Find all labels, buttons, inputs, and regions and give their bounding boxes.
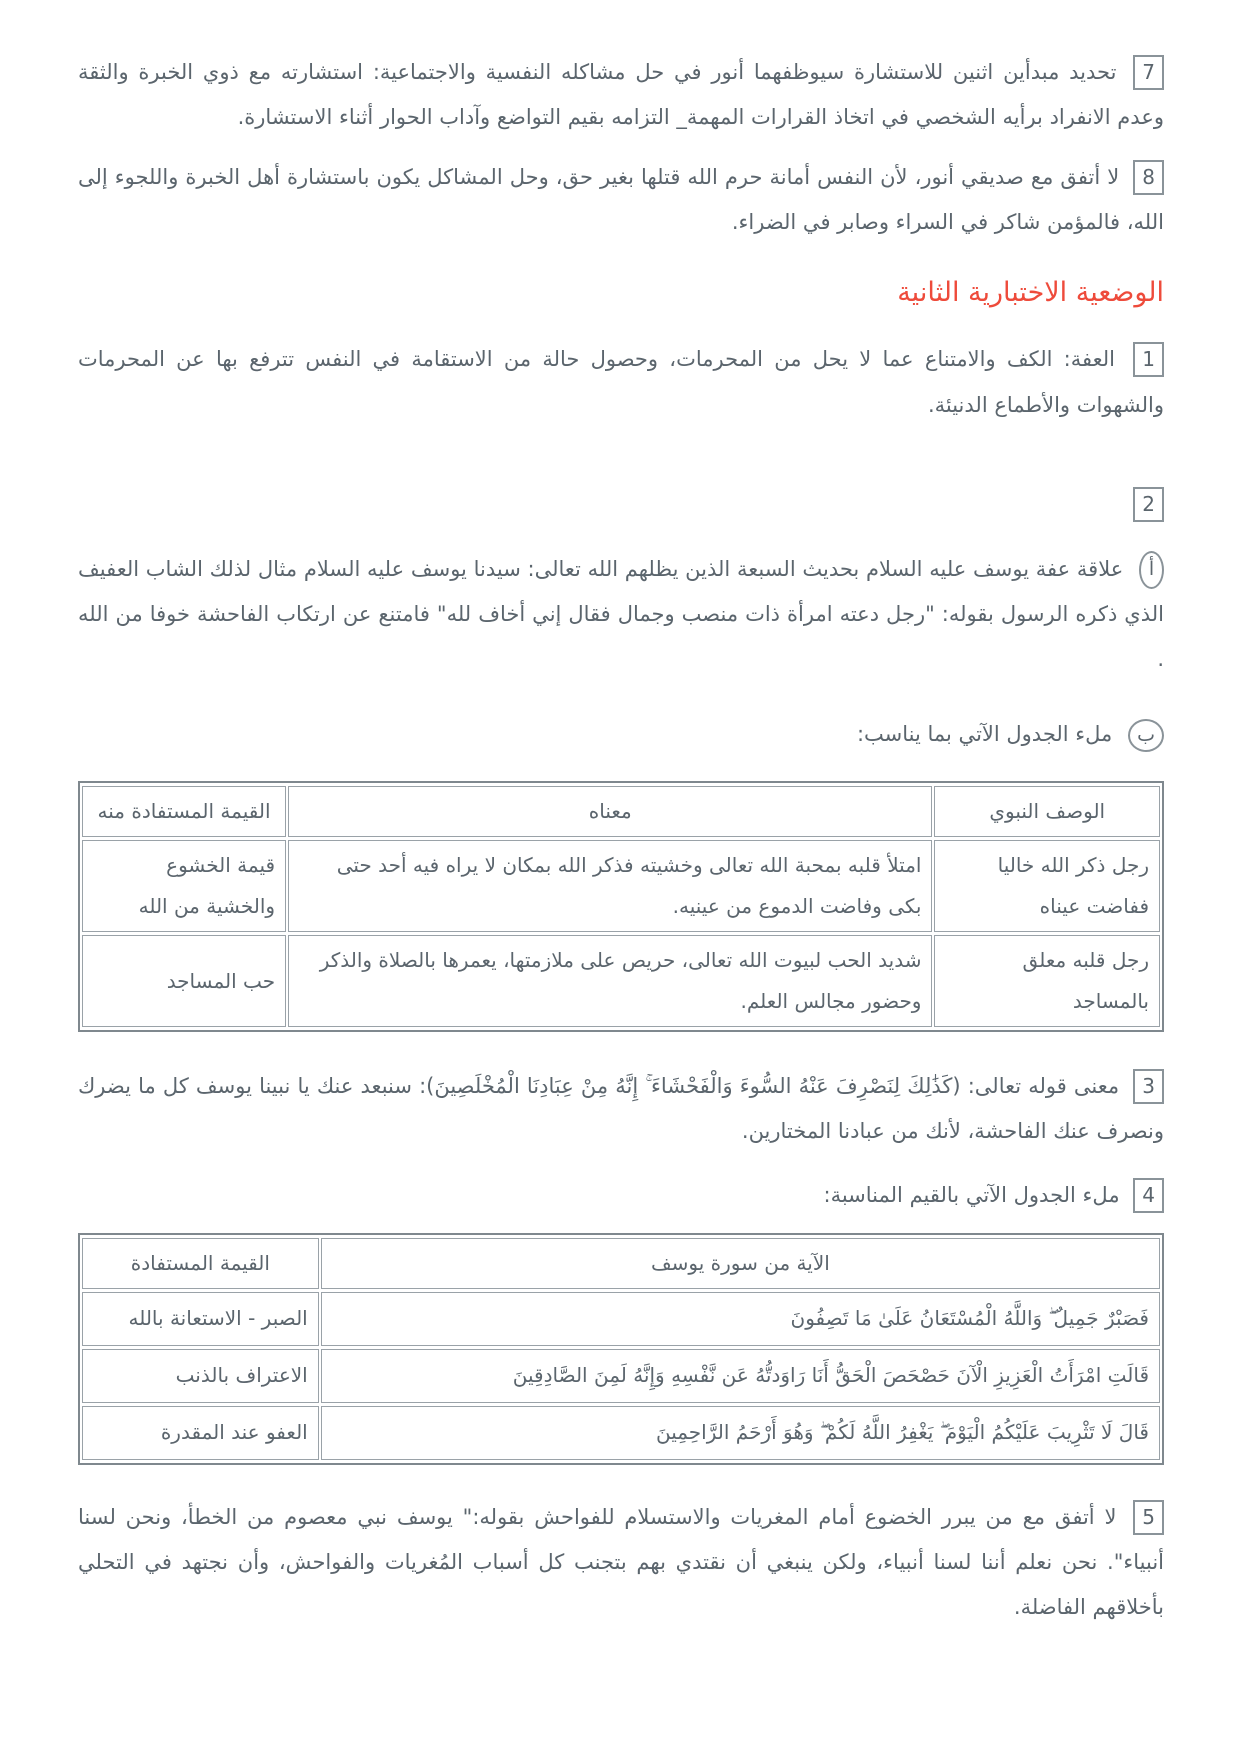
table-row bbox=[82, 935, 1160, 1027]
item-4-marker: 4 bbox=[1133, 1178, 1164, 1213]
table2-r3-verse: قَالَ لَا تَثْرِيبَ عَلَيْكُمُ الْيَوْمَ ۖ يَغْفِرُ اللَّهُ لَكُمْ ۖ وَهُوَ أَرْحَمُ الرَّاحِمِينَ bbox=[321, 1406, 1160, 1460]
paragraph-b-text: ملء الجدول الآتي بما يناسب: bbox=[856, 722, 1113, 747]
table-row bbox=[82, 1349, 1160, 1403]
item-a-marker: أ bbox=[1139, 551, 1164, 589]
paragraph-8-text: لا أتفق مع صديقي أنور، لأن النفس أمانة حرم الله قتلها بغير حق، وحل المشاكل يكون باستشارة أهل الخبرة واللجوء إلى الله، فالمؤمن شاكر في السراء وصابر في الضراء. bbox=[78, 165, 1164, 235]
table1-header-description: الوصف النبوي bbox=[934, 786, 1160, 837]
item-8-marker: 8 bbox=[1133, 160, 1164, 195]
paragraph-8 bbox=[78, 155, 1164, 245]
table1-header-row bbox=[82, 786, 1160, 837]
table2-header-verse: الآية من سورة يوسف bbox=[321, 1238, 1160, 1289]
table-row bbox=[82, 1406, 1160, 1460]
table2-header-value: القيمة المستفادة bbox=[82, 1238, 319, 1289]
table1-header-meaning: معناه bbox=[288, 786, 932, 837]
paragraph-b bbox=[78, 712, 1164, 757]
table2-header-row bbox=[82, 1238, 1160, 1289]
paragraph-4 bbox=[78, 1173, 1164, 1218]
table1-r1-description: رجل ذكر الله خاليا ففاضت عيناه bbox=[934, 840, 1160, 932]
paragraph-a-text: علاقة عفة يوسف عليه السلام بحديث السبعة الذين يظلهم الله تعالى: سيدنا يوسف عليه السلام مثال لذلك الشاب العفيف الذي ذكره الرسول بقوله: "رجل دعته امرأة ذات منصب وجمال فقال إني أخاف لله" فامتنع عن ارتكاب الفاحشة خوفا من الله . bbox=[78, 556, 1164, 672]
table1-r2-value: حب المساجد bbox=[82, 935, 286, 1027]
table1-header-value: القيمة المستفادة منه bbox=[82, 786, 286, 837]
item-b-marker: ب bbox=[1128, 719, 1164, 752]
table2-r3-value: العفو عند المقدرة bbox=[82, 1406, 319, 1460]
table-verses-values bbox=[78, 1233, 1164, 1465]
paragraph-7 bbox=[78, 50, 1164, 140]
item-7-marker: 7 bbox=[1133, 55, 1164, 90]
table1-r1-value: قيمة الخشوع والخشية من الله bbox=[82, 840, 286, 932]
table1-r2-description: رجل قلبه معلق بالمساجد bbox=[934, 935, 1160, 1027]
paragraph-5 bbox=[78, 1495, 1164, 1630]
table1-r1-meaning: امتلأ قلبه بمحبة الله تعالى وخشيته فذكر الله بمكان لا يراه فيه أحد حتى بكى وفاضت الدموع من عينيه. bbox=[288, 840, 932, 932]
table-row bbox=[82, 840, 1160, 932]
paragraph-1 bbox=[78, 337, 1164, 427]
paragraph-2 bbox=[78, 482, 1164, 527]
item-3-marker: 3 bbox=[1133, 1069, 1164, 1104]
table2-r1-value: الصبر - الاستعانة بالله bbox=[82, 1292, 319, 1346]
table2-r2-value: الاعتراف بالذنب bbox=[82, 1349, 319, 1403]
paragraph-4-text: ملء الجدول الآتي بالقيم المناسبة: bbox=[823, 1182, 1120, 1207]
item-5-marker: 5 bbox=[1133, 1500, 1164, 1535]
table2-r2-verse: قَالَتِ امْرَأَتُ الْعَزِيزِ الْآنَ حَصْحَصَ الْحَقُّ أَنَا رَاوَدتُّهُ عَن نَّفْسِهِ وَإِنَّهُ لَمِنَ الصَّادِقِينَ bbox=[321, 1349, 1160, 1403]
paragraph-1-text: العفة: الكف والامتناع عما لا يحل من المحرمات، وحصول حالة من الاستقامة في النفس تترفع بها عن المحرمات والشهوات والأطماع الدنيئة. bbox=[78, 347, 1164, 417]
table-row bbox=[82, 1292, 1160, 1346]
paragraph-7-text: تحديد مبدأين اثنين للاستشارة سيوظفهما أنور في حل مشاكله النفسية والاجتماعية: استشارته مع ذوي الخبرة والثقة وعدم الانفراد برأيه الشخصي في اتخاذ القرارات المهمة_ التزامه بقيم التواضع وآداب الحوار أثناء الاستشارة. bbox=[78, 60, 1164, 130]
item-2-marker: 2 bbox=[1133, 487, 1164, 522]
table2-r1-verse: فَصَبْرٌ جَمِيلٌ ۖ وَاللَّهُ الْمُسْتَعَانُ عَلَىٰ مَا تَصِفُونَ bbox=[321, 1292, 1160, 1346]
table-prophetic-descriptions bbox=[78, 781, 1164, 1032]
item-1-marker: 1 bbox=[1133, 342, 1164, 377]
paragraph-5-text: لا أتفق مع من يبرر الخضوع أمام المغريات والاستسلام للفواحش بقوله:" يوسف نبي معصوم من الخطأ، ونحن لسنا أنبياء". نحن نعلم أننا لسنا أنبياء، ولكن ينبغي أن نقتدي بهم بتجنب كل أسباب المُغريات والفواحش، وأن نجتهد في التحلي بأخلاقهم الفاضلة. bbox=[78, 1504, 1164, 1620]
paragraph-3 bbox=[78, 1064, 1164, 1154]
table1-r2-meaning: شديد الحب لبيوت الله تعالى، حريص على ملازمتها، يعمرها بالصلاة والذكر وحضور مجالس العلم. bbox=[288, 935, 932, 1027]
paragraph-3-text: معنى قوله تعالى: (كَذَٰلِكَ لِنَصْرِفَ عَنْهُ السُّوءَ وَالْفَحْشَاءَ ۚ إِنَّهُ مِنْ عِبَادِنَا الْمُخْلَصِينَ): سنبعد عنك يا نبينا يوسف كل ما يضرك ونصرف عنك الفاحشة، لأنك من عبادنا المختارين. bbox=[78, 1074, 1164, 1144]
section-heading: الوضعية الاختبارية الثانية bbox=[897, 276, 1164, 308]
paragraph-a bbox=[78, 547, 1164, 682]
